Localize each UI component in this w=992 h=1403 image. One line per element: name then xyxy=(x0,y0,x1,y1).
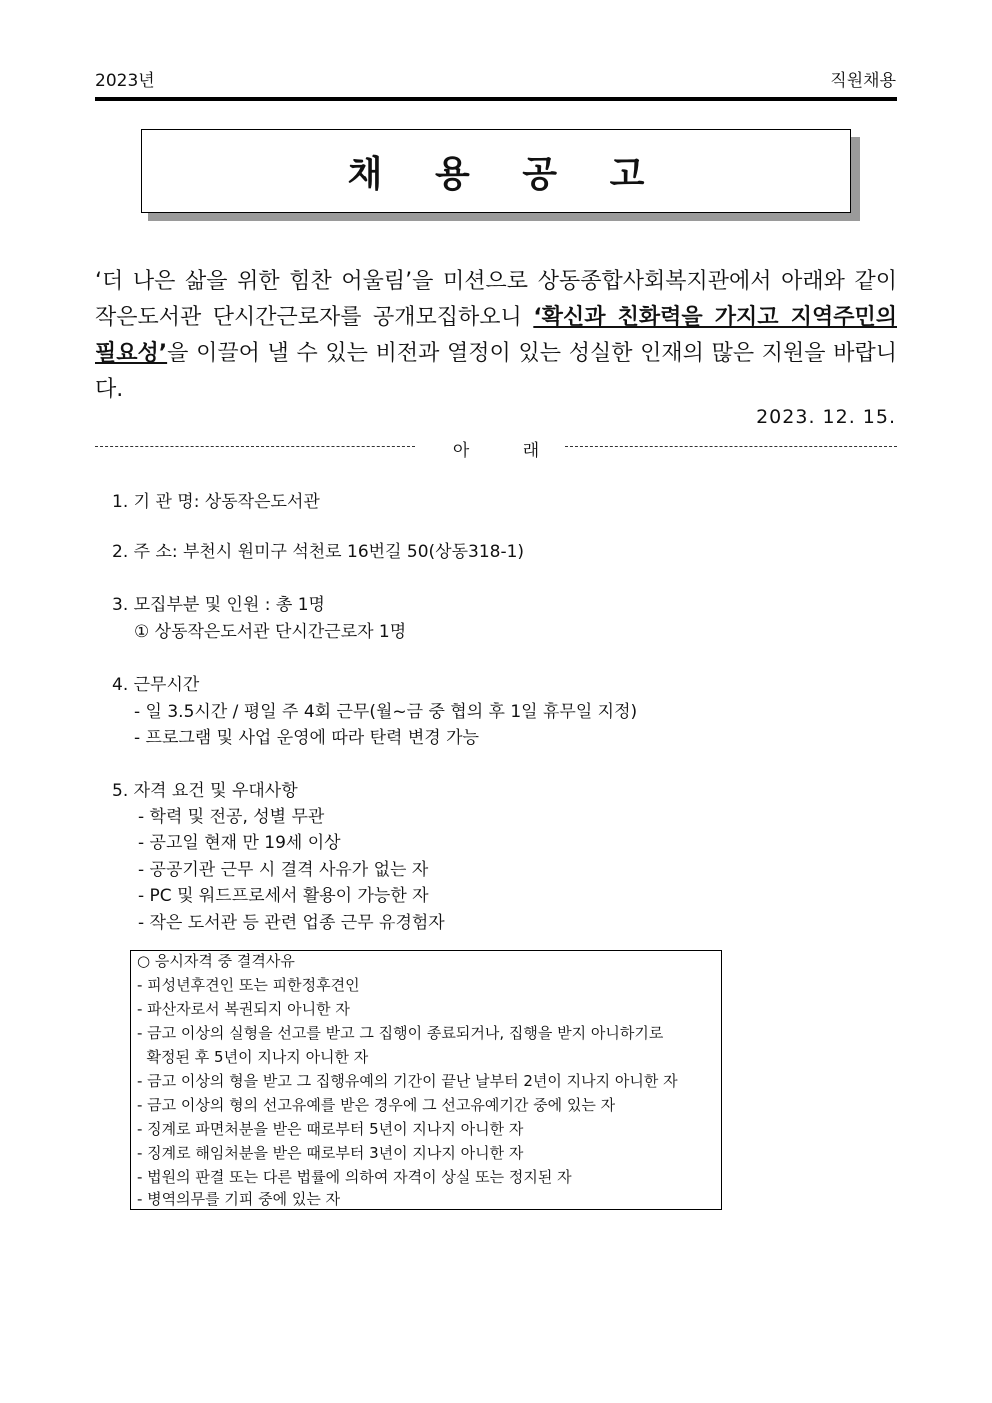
disqualification-line: - 병역의무를 기피 중에 있는 자 xyxy=(137,1190,341,1208)
notice-date: 2023. 12. 15. xyxy=(756,406,896,428)
header-category: 직원채용 xyxy=(830,71,896,91)
header-year: 2023년 xyxy=(95,71,155,91)
disqualification-line: - 피성년후견인 또는 피한정후견인 xyxy=(137,976,360,994)
item-hours-detail-1: - 일 3.5시간 / 평일 주 4회 근무(월~금 중 협의 후 1일 휴무일 지정) xyxy=(134,702,638,722)
intro-paragraph xyxy=(95,264,897,408)
item-qualification-3: - 공공기관 근무 시 결격 사유가 없는 자 xyxy=(138,860,429,880)
item-recruit: 3. 모집부분 및 인원 : 총 1명 xyxy=(112,595,325,615)
page-title: 채 용 공 고 xyxy=(347,153,665,195)
item-qualification: 5. 자격 요건 및 우대사항 xyxy=(112,781,298,801)
disqualification-line: - 금고 이상의 실형을 선고를 받고 그 집행이 종료되거나, 집행을 받지 아니하기로 xyxy=(137,1024,664,1042)
item-address: 2. 주 소: 부천시 원미구 석천로 16번길 50(상동318-1) xyxy=(112,542,525,562)
intro-tail: 을 이끌어 낼 수 있는 비전과 열정이 있는 성실한 인재의 많은 지원을 바랍니다. xyxy=(95,341,897,402)
title-box xyxy=(141,129,851,213)
item-hours: 4. 근무시간 xyxy=(112,675,200,695)
disqualification-heading: ○ 응시자격 중 결격사유 xyxy=(137,952,295,970)
item-recruit-detail: ① 상동작은도서관 단시간근로자 1명 xyxy=(134,622,407,642)
section-separator xyxy=(95,436,897,461)
item-qualification-5: - 작은 도서관 등 관련 업종 근무 유경험자 xyxy=(138,913,445,933)
disqualification-box xyxy=(130,950,722,1210)
item-qualification-1: - 학력 및 전공, 성별 무관 xyxy=(138,807,325,827)
disqualification-line: - 금고 이상의 형의 선고유예를 받은 경우에 그 선고유예기간 중에 있는 자 xyxy=(137,1096,616,1114)
item-qualification-2: - 공고일 현재 만 19세 이상 xyxy=(138,833,341,853)
separator-label-left: 아 xyxy=(452,441,470,461)
disqualification-line: - 징계로 해임처분을 받은 때로부터 3년이 지나지 아니한 자 xyxy=(137,1144,524,1162)
header-rule xyxy=(95,97,897,101)
intro-lead: ‘더 나은 삶을 위한 힘찬 어울림’을 미션으로 상동종합사회복지관에서 아래와 같이 작은도서관 단시간근로자를 공개모집하오니 xyxy=(95,269,897,330)
disqualification-line: - 금고 이상의 형을 받고 그 집행유예의 기간이 끝난 날부터 2년이 지나지 아니한 자 xyxy=(137,1072,678,1090)
disqualification-line: - 징계로 파면처분을 받은 때로부터 5년이 지나지 아니한 자 xyxy=(137,1120,524,1138)
item-hours-detail-2: - 프로그램 및 사업 운영에 따라 탄력 변경 가능 xyxy=(134,728,479,748)
separator-label-right: 래 xyxy=(522,441,540,461)
item-qualification-4: - PC 및 워드프로세서 활용이 가능한 자 xyxy=(138,886,429,906)
item-org: 1. 기 관 명: 상동작은도서관 xyxy=(112,492,320,512)
disqualification-line: - 법원의 판결 또는 다른 법률에 의하여 자격이 상실 또는 정지된 자 xyxy=(137,1168,572,1186)
intro-emphasis: ‘확신과 친화력을 가지고 지역주민의 필요성’ xyxy=(95,305,897,366)
disqualification-line: - 파산자로서 복권되지 아니한 자 xyxy=(137,1000,350,1018)
disqualification-line: 확정된 후 5년이 지나지 아니한 자 xyxy=(137,1048,369,1066)
